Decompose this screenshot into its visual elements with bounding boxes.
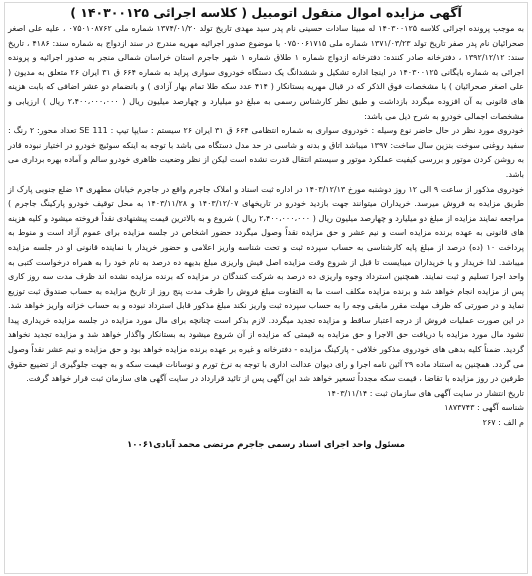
notice-paragraph-auction-terms: خودروی مذکور از ساعت ۹ الی ۱۲ روز دوشنبه مورخ ۱۴۰۳/۱۲/۱۳ در اداره ثبت اسناد و املاک جاجرم واقع در جاجرم خیابان مطهری ۱۴ ضلع جنوبی پارک از طریق مزایده به فروش میرسد. خریداران میتوانند جهت بازدید خودرو در تاریخهای ۱۴۰۳/۱۲/۰۷ و ۱۴۰۳/۱۱/۲۸ به محل توقیف خودرو پارکینگ جاجرم ) مراجعه نمایند مزایده از مبلغ دو میلیارد و چهارصد میلیون ریال ( ۲،۴۰۰،۰۰۰،۰۰۰ ریال ) شروع و به بالاترین قیمت پیشنهادی نقداً فروخته میشود و کلیه هزینه های قانونی به عهده برنده مزایده است و نیم عشر و حق مزایده نقداً وصول میگردد حضور اشخاص در جلسه مزایده برای عموم آزاد است و منوط به پرداخت ۱۰ (ده) درصد از مبلغ پایه کارشناسی به حساب سپرده ثبت و تحت شناسه واریز اعلامی و حضور خریدار با نماینده قانونی او در جلسه مزایده میباشد. لذا خریدار و یا خریداران میبایست تا قبل از شروع وقت مزایده اصل فیش واریزی مبلغ بدیهه ده درصد به نام خود را به همراه درخواست کتبی به واحد اجرا تسلیم و ثبت نمایند. همچنین استرداد وجوه واریزی ده درصد به شرکت کنندگان در مزایده که برنده مزایده نشده اند ظرف مدت سه روز کاری پس از مزایده انجام خواهد شد و برنده مزایده مکلف است ما به التفاوت مبلغ فروش را ظرف مدت پنج روز از تاریخ مزایده به حساب صندوق ثبت توزیع نماید و در صورتی که ظرف مهلت مقرر مابقی وجه را به حساب سپرده ثبت واریز نکند مبلغ مذکور قابل استرداد نبوده و به حساب خزانه واریز خواهد شد. در این صورت عملیات فروش از درجه اعتبار ساقط و مزایده تجدید میگردد. لازم بذکر است چنانچه برای مال مورد مزایده در جلسه مزایده خریداری پیدا نشود مال مورد مزایده با دریافت حق الاجرا و حق مزایده به قیمتی که مزایده از آن شروع میشود به بستانکار واگذار خواهد شد و مزایده تجدید نخواهد گردید. ضمناً کلیه بدهی های خودروی مذکور خلافی - پارکینگ مزایده - دفترخانه و غیره بر عهده برنده مزایده خواهد بود و حق مزایده و نیم عشر نقداً وصول می گردد. همچنین به استناد ماده ۲۹ آئین نامه اجرا و رای دیوان عدالت اداری با توجه به نرخ تورم و نوسانات قیمت سکه و به جهت جلوگیری از تضییع حقوق طرفین در روز مزایده با تقاضا ، قیمت سکه مجدداً تسعیر خواهد شد این آگهی پس از تائید قرارداد در سایت آگهی های سازمان ثبت قرار خواهد گرفت. [8,184,525,384]
notice-signature: مسئول واحد اجرای اسناد رسمی جاجرم مرتضی محمد آبادی۱۰۰۶۱ [127,439,405,450]
notice-paragraph-case: به موجب پرونده اجرائی کلاسه ۱۴۰۳۰۰۱۲۵ له مبینا سادات حسینی نام پدر سید مهدی تاریخ تولد ۱۳۷۴/۰۱/۲۰ شماره ملی ۰۷۵۰۱۰۸۷۶۲ ، علیه علی اصغر صحرائیان نام پدر صفر تاریخ تولد ۱۳۷۱/۰۳/۲۳ شماره ملی ۰۷۵۰۰۶۱۷۱۵ با موضوع صدور اجرائیه مهریه مندرج در سند ازدواج به شماره سند: ۴۱۸۶ ، تاریخ سند: ۱۳۹۲/۱۲/۱۲ ، دفترخانه صادر کننده: دفترخانه ازدواج شماره ۱ طلاق شماره ۱ شهر جاجرم استان خراسان شمالی منجر به صدور اجرائیه و پرونده اجرائی به شماره بایگانی ۱۴۰۳۰۰۱۲۵ در اینجا اداره تشکیل و ششدانگ یک دستگاه خودروی سواری پراید به شماره ۶۶۴ ق ۳۱ ایران ۲۶ متعلق به مدیون ( علی اصغر صحرائیان ) با مشخصات فوق الذکر که در قبال مهریه بستانکار ( ۴۱۴ عدد سکه طلا تمام بهار آزادی ) و بانضمام دو عشر اضافی که بابت هزینه های قانونی به آن افزوده میگردد بازداشت و طبق نظر کارشناس رسمی به مبلغ دو میلیارد و چهارصد میلیون ریال ( ۲،۴۰۰،۰۰۰،۰۰۰ ریال ) ارزیابی و مشخصات اجمالی خودرو به شرح ذیل می باشد: [8,24,525,121]
notice-title: آگهی مزایده اموال منقول اتومبیل ( کلاسه اجرائی ۱۴۰۳۰۰۱۲۵ ) [70,5,462,20]
notice-ref-line: م الف : ۲۶۷ [482,418,524,428]
notice-id-line: شناسه آگهی : ۱۸۷۳۷۴۳ [444,403,524,413]
notice-paragraph-vehicle: خودروی مورد نظر در حال حاضر نوع وسیله : خودروی سواری به شماره انتظامی ۶۶۴ ق ۳۱ ایران ۲۶ سیستم : سایپا تیپ : SE 111 تعداد محور: ۲ رنگ : سفید روغنی سوخت بنزین سال ساخت: ۱۳۹۷ میباشد اتاق و بدنه و شاسی در حد مدل دستگاه می باشد با توجه به اینکه سوئیچ خودرو در اختیار نبوده قادر به روشن کردن موتور و بررسی کیفیت عملکرد موتور و سیستم انتقال قدرت نشده است لیکن از نظر وضعیت ظاهری خودرو سالم و آماده بهره برداری می باشد. [8,126,525,179]
publish-date-line: تاریخ انتشار در سایت آگهی های سازمان ثبت : ۱۴۰۳/۱۱/۱۴ [327,388,524,398]
